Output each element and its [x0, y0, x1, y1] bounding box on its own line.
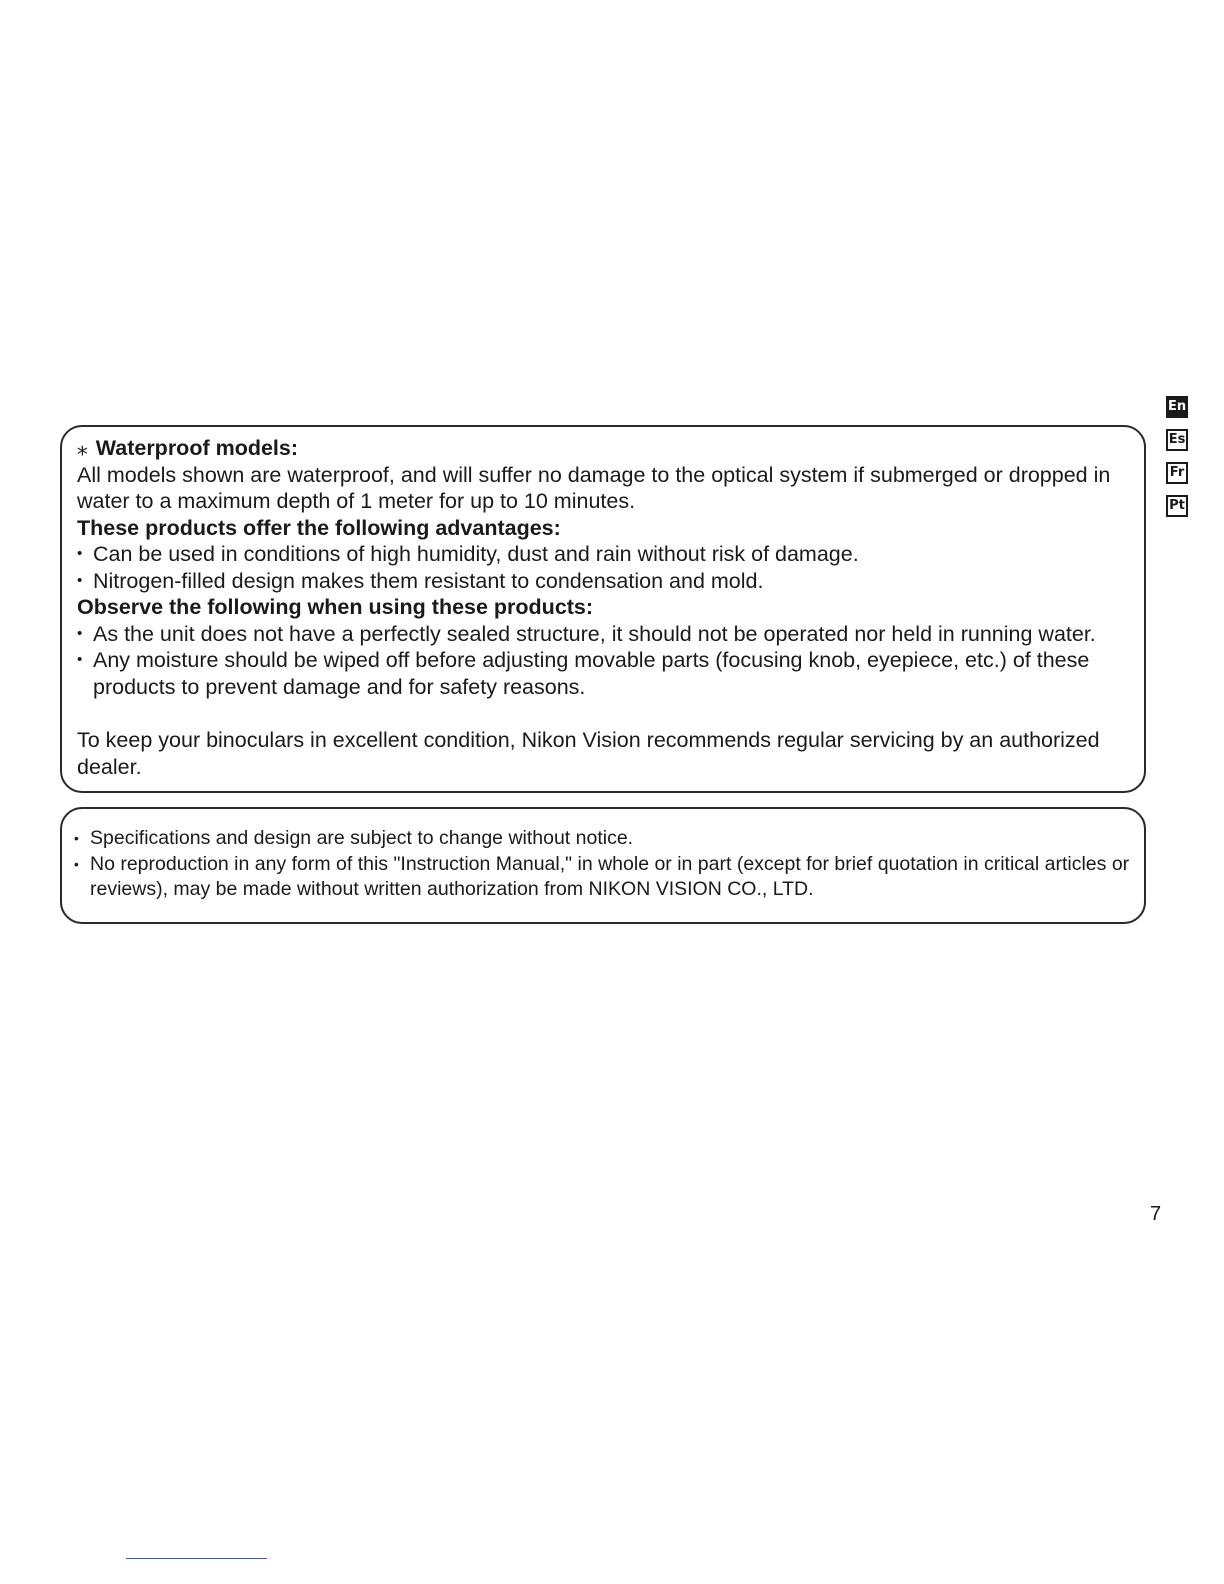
list-item: • No reproduction in any form of this "Instruction Manual," in whole or in part (except for brief quotation in critical articles or reviews), may be made without written authorization from NIKON VISION CO., LTD. [74, 852, 1132, 903]
language-tabs [1166, 396, 1192, 528]
divider [126, 1558, 267, 1559]
lang-tab-pt[interactable]: Pt [1166, 495, 1188, 517]
waterproof-title: Waterproof models: [95, 436, 299, 460]
list-item: • Can be used in conditions of high humidity, dust and rain without risk of damage. [77, 541, 1132, 568]
list-item: • Specifications and design are subject to change without notice. [74, 826, 1132, 852]
page-number: 7 [1150, 1203, 1162, 1225]
list-item: • Any moisture should be wiped off before adjusting movable parts (focusing knob, eyepiece, etc.) of these products to prevent damage and for safety reasons. [77, 647, 1132, 700]
list-item: • Nitrogen-filled design makes them resistant to condensation and mold. [77, 568, 1132, 595]
observe-list [77, 621, 1132, 701]
lang-tab-en[interactable]: En [1166, 396, 1188, 418]
lang-tab-fr[interactable]: Fr [1166, 462, 1188, 484]
waterproof-models-box [60, 425, 1146, 793]
notice-list [74, 826, 1132, 903]
list-item: • As the unit does not have a perfectly sealed structure, it should not be operated nor held in running water. [77, 621, 1132, 648]
lang-tab-es[interactable]: Es [1166, 429, 1188, 451]
servicing-note: To keep your binoculars in excellent condition, Nikon Vision recommends regular servicing by an authorized dealer. [77, 728, 1100, 779]
notice-box [60, 807, 1146, 924]
waterproof-intro: All models shown are waterproof, and will suffer no damage to the optical system if submerged or dropped in water to a maximum depth of 1 meter for up to 10 minutes. [77, 462, 1111, 513]
advantages-list [77, 541, 1132, 594]
observe-heading: Observe the following when using these products: [77, 595, 594, 619]
waterproof-heading [77, 435, 1132, 462]
advantages-heading: These products offer the following advantages: [77, 515, 561, 540]
asterisk-icon: ⁎ [77, 436, 88, 460]
spacer [77, 700, 1132, 727]
